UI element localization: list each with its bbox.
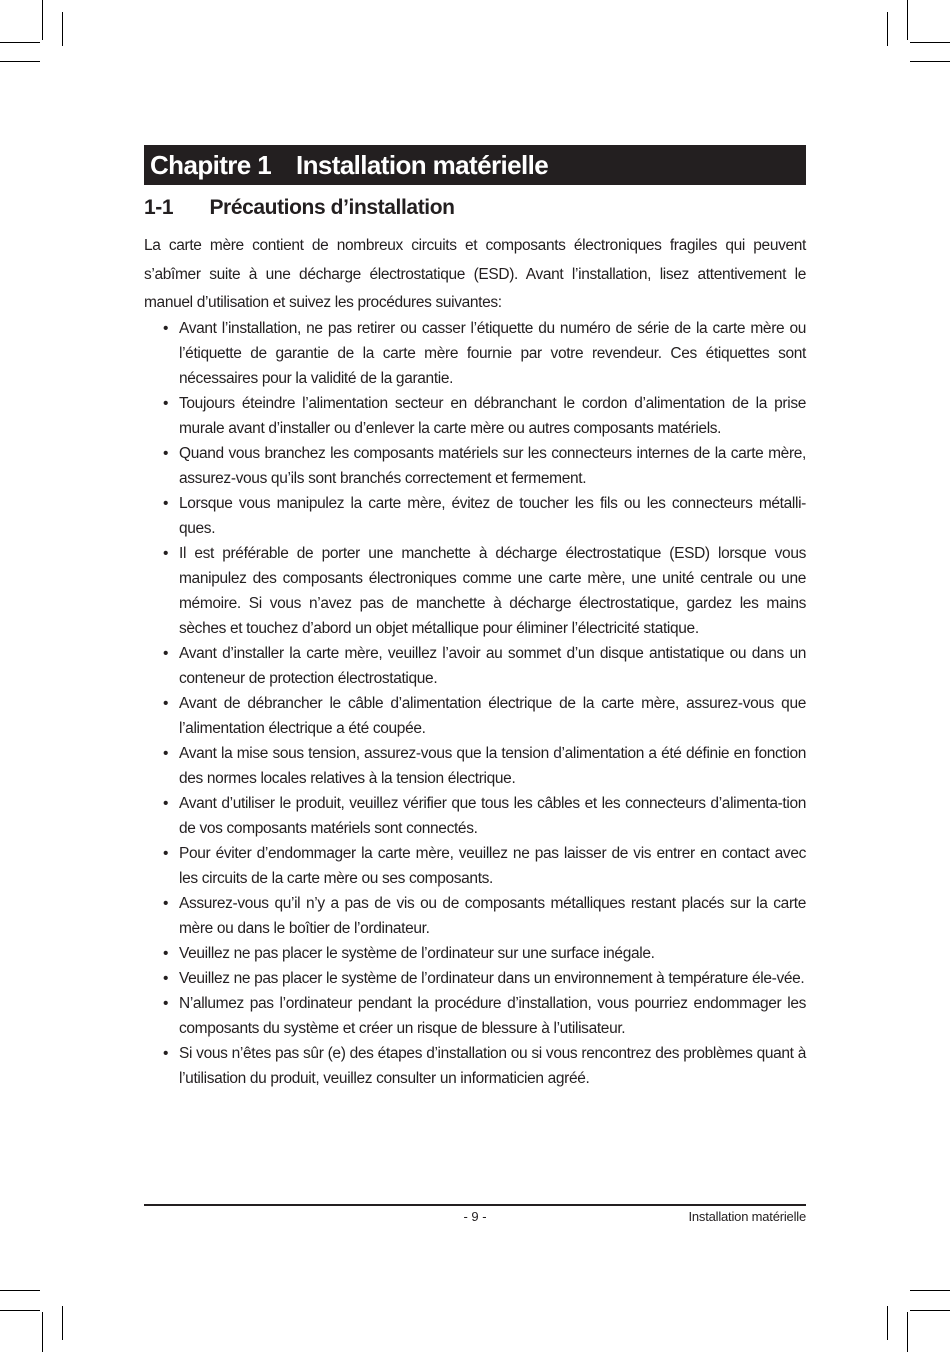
list-item-text: Avant la mise sous tension, assurez-vous que la tension d’alimentation a été définie en fonction des normes locales relatives à la tension électrique. xyxy=(179,745,806,787)
bullet-icon: • xyxy=(163,845,169,862)
bullet-icon: • xyxy=(163,695,169,712)
list-item xyxy=(144,741,806,791)
list-item-text: Assurez-vous qu’il n’y a pas de vis ou de composants métalliques restant placés sur la carte mère ou dans le boîtier de l’ordinateur. xyxy=(179,895,806,937)
section-number: 1-1 xyxy=(144,196,174,219)
precautions-list xyxy=(144,316,806,1091)
list-item xyxy=(144,841,806,891)
crop-mark xyxy=(62,12,63,46)
section-heading xyxy=(144,196,455,220)
list-item xyxy=(144,641,806,691)
bullet-icon: • xyxy=(163,970,169,987)
crop-mark xyxy=(907,1312,908,1352)
footer-chapter-title: Installation matérielle xyxy=(688,1209,806,1224)
crop-mark xyxy=(910,42,950,43)
list-item-text: Si vous n’êtes pas sûr (e) des étapes d’installation ou si vous rencontrez des problèmes quant à l’utilisation du produit, veuillez consulter un informaticien agréé. xyxy=(179,1045,806,1087)
list-item-text: Toujours éteindre l’alimentation secteur en débranchant le cordon d’alimentation de la prise murale avant d’installer ou d’enlever la carte mère ou autres composants matériels. xyxy=(179,395,806,437)
list-item xyxy=(144,966,806,991)
list-item xyxy=(144,491,806,541)
crop-mark xyxy=(887,12,888,46)
list-item xyxy=(144,941,806,966)
bullet-icon: • xyxy=(163,895,169,912)
bullet-icon: • xyxy=(163,545,169,562)
bullet-icon: • xyxy=(163,445,169,462)
crop-mark xyxy=(0,1310,40,1311)
list-item xyxy=(144,691,806,741)
crop-mark xyxy=(0,61,40,62)
list-item-text: Il est préférable de porter une manchette à décharge électrostatique (ESD) lorsque vous manipulez des composants électroniques comme une carte mère, une unité centrale ou une mémoire. Si vous n’avez pas de manchette à décharge électrostatique, gardez les mains sèches et touchez d’abord un objet métallique pour éliminer l’électricité statique. xyxy=(179,545,806,637)
crop-mark xyxy=(910,1290,950,1291)
crop-mark xyxy=(42,1312,43,1352)
bullet-icon: • xyxy=(163,320,169,337)
list-item-text: Veuillez ne pas placer le système de l’ordinateur dans un environnement à température éle-vée. xyxy=(179,970,805,987)
list-item-text: Avant d’installer la carte mère, veuillez l’avoir au sommet d’un disque antistatique ou dans un conteneur de protection électrostatique. xyxy=(179,645,806,687)
list-item xyxy=(144,991,806,1041)
intro-paragraph: La carte mère contient de nombreux circuits et composants électroniques fragiles qui peuvent s’abîmer suite à une décharge électrostatique (ESD). Avant l’installation, lisez attentivement le manuel d’utilisation et suivez les procédures suivantes: xyxy=(144,237,806,311)
bullet-icon: • xyxy=(163,645,169,662)
crop-mark xyxy=(62,1306,63,1340)
list-item-text: Quand vous branchez les composants matériels sur les connecteurs internes de la carte mère, assurez-vous qu’ils sont branchés correctement et fermement. xyxy=(179,445,806,487)
list-item-text: Avant de débrancher le câble d’alimentation électrique de la carte mère, assurez-vous que l’alimentation électrique a été coupée. xyxy=(179,695,806,737)
list-item-text: Lorsque vous manipulez la carte mère, évitez de toucher les fils ou les connecteurs métalli-ques. xyxy=(179,495,806,537)
list-item xyxy=(144,441,806,491)
bullet-icon: • xyxy=(163,395,169,412)
crop-mark xyxy=(0,1290,40,1291)
bullet-icon: • xyxy=(163,745,169,762)
crop-mark xyxy=(910,1310,950,1311)
crop-mark xyxy=(42,0,43,40)
list-item-text: Avant l’installation, ne pas retirer ou casser l’étiquette du numéro de série de la carte mère ou l’étiquette de garantie de la carte mère fournie par votre revendeur. Ces étiquettes sont nécessaires pour la validité de la garantie. xyxy=(179,320,806,387)
list-item-text: N’allumez pas l’ordinateur pendant la procédure d’installation, vous pourriez endommager les composants du système et créer un risque de blessure à l’utilisateur. xyxy=(179,995,806,1037)
bullet-icon: • xyxy=(163,495,169,512)
list-item xyxy=(144,391,806,441)
crop-mark xyxy=(0,42,40,43)
section-title: Précautions d’installation xyxy=(209,196,455,219)
bullet-icon: • xyxy=(163,795,169,812)
list-item xyxy=(144,316,806,391)
list-item xyxy=(144,1041,806,1091)
crop-mark xyxy=(910,61,950,62)
page-number: - 9 - xyxy=(463,1209,487,1224)
list-item xyxy=(144,791,806,841)
crop-mark xyxy=(887,1306,888,1340)
bullet-icon: • xyxy=(163,945,169,962)
crop-mark xyxy=(907,0,908,40)
footer-divider xyxy=(144,1204,806,1206)
chapter-banner xyxy=(144,145,806,185)
chapter-title: Installation matérielle xyxy=(296,149,549,180)
list-item-text: Avant d’utiliser le produit, veuillez vérifier que tous les câbles et les connecteurs d’alimenta-tion de vos composants matériels sont connectés. xyxy=(179,795,806,837)
bullet-icon: • xyxy=(163,1045,169,1062)
list-item xyxy=(144,891,806,941)
list-item xyxy=(144,541,806,641)
list-item-text: Pour éviter d’endommager la carte mère, veuillez ne pas laisser de vis entrer en contact avec les circuits de la carte mère ou ses composants. xyxy=(179,845,806,887)
list-item-text: Veuillez ne pas placer le système de l’ordinateur sur une surface inégale. xyxy=(179,945,655,962)
bullet-icon: • xyxy=(163,995,169,1012)
chapter-number: Chapitre 1 xyxy=(150,149,272,180)
